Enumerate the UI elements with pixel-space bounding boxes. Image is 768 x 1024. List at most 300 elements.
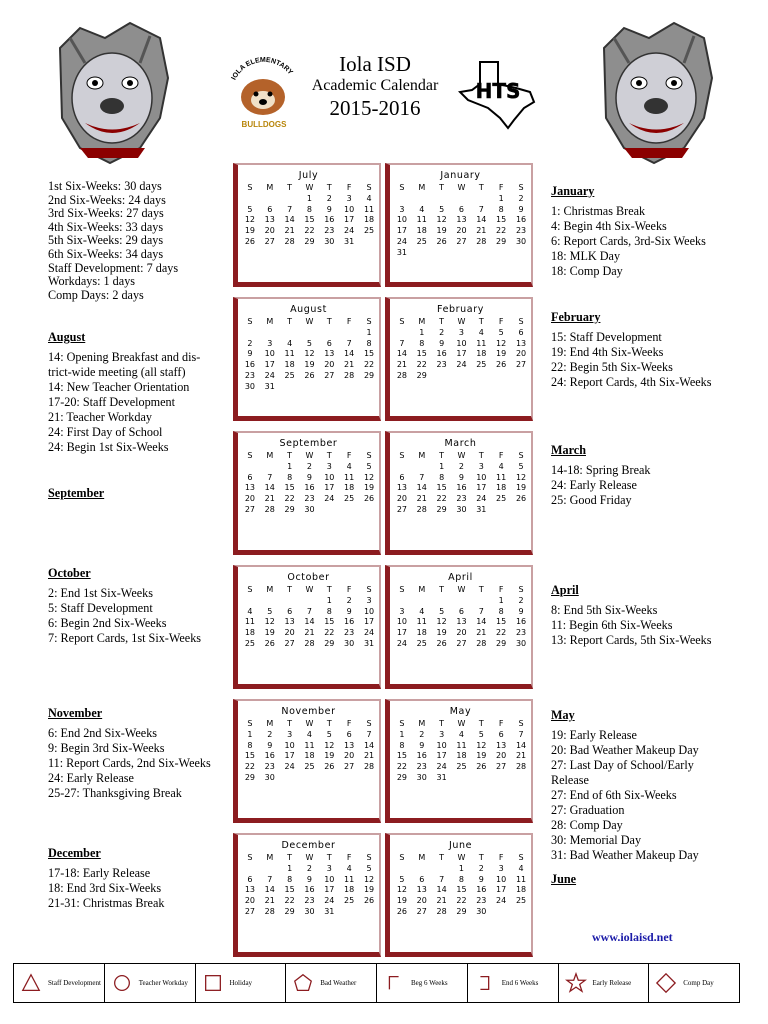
calendar-day: 11: [344, 472, 355, 482]
calendar-day: 13: [456, 617, 467, 627]
calendar-empty-cell: [452, 248, 472, 259]
calendar-month-name: March: [444, 438, 477, 449]
calendar-empty-cell: [491, 505, 511, 516]
calendar-july: [233, 163, 381, 287]
calendar-empty-cell: [240, 194, 260, 205]
calendar-empty-cell: [300, 382, 320, 393]
calendar-empty-cell: [260, 462, 280, 473]
calendar-day: 19: [496, 349, 507, 359]
calendar-empty-cell: [339, 918, 359, 929]
calendar-day: 1: [326, 595, 332, 605]
calendar-day: 9: [267, 740, 273, 750]
calendar-day: 7: [478, 204, 484, 214]
calendar-empty-cell: [319, 918, 339, 929]
calendar-day: 17: [456, 349, 467, 359]
note-item: 24: Report Cards, 4th Six-Weeks: [551, 375, 712, 389]
calendar-day: 4: [478, 327, 484, 337]
calendar-day: 23: [456, 494, 467, 504]
calendar-day: 16: [416, 751, 427, 761]
calendar-empty-cell: [339, 328, 359, 339]
calendar-day: 30: [515, 236, 527, 246]
stat-line: 3rd Six-Weeks: 27 days: [48, 206, 164, 221]
calendar-day: 9: [306, 874, 312, 884]
calendar-day: 2: [247, 338, 253, 348]
weekday-letter: T: [287, 719, 293, 728]
school-logo-bottom-text: BULLDOGS: [241, 120, 287, 129]
calendar-day: 29: [304, 236, 315, 246]
calendar-empty-cell: [260, 596, 280, 607]
calendar-month-name: August: [290, 304, 327, 315]
calendar-empty-cell: [412, 596, 432, 607]
stat-line: 4th Six-Weeks: 33 days: [48, 219, 164, 234]
calendar-day: 5: [478, 729, 484, 739]
calendar-day: 25: [416, 236, 427, 246]
calendar-empty-cell: [280, 596, 300, 607]
calendar-day: 9: [306, 472, 312, 482]
calendar-empty-cell: [240, 248, 260, 259]
note-item: 25: Good Friday: [551, 493, 632, 507]
calendar-day: 31: [436, 772, 447, 782]
calendar-empty-cell: [300, 328, 320, 339]
calendar-day: 8: [287, 472, 293, 482]
note-item: 30: Memorial Day: [551, 833, 642, 847]
calendar-day: 22: [324, 628, 335, 638]
calendar-empty-cell: [491, 516, 511, 527]
calendar-empty-cell: [432, 382, 452, 393]
calendar-day: 7: [399, 338, 405, 348]
calendar-day: 19: [396, 896, 408, 906]
calendar-day: 28: [436, 906, 447, 916]
calendar-day: 14: [476, 215, 487, 225]
calendar-day: 6: [518, 327, 524, 337]
note-item: Release: [551, 773, 589, 787]
calendar-day: 4: [518, 863, 524, 873]
calendar-day: 13: [344, 740, 355, 750]
weekday-letter: S: [366, 585, 372, 594]
note-item: 11: Report Cards, 2nd Six-Weeks: [48, 756, 211, 770]
calendar-empty-cell: [339, 516, 359, 527]
circle-icon: [111, 972, 133, 994]
weekday-letter: T: [326, 317, 332, 326]
calendar-day: 7: [439, 874, 445, 884]
calendar-day: 22: [244, 762, 256, 772]
calendar-day: 28: [284, 236, 295, 246]
calendar-day: 26: [324, 762, 335, 772]
calendar-day: 29: [496, 638, 507, 648]
stat-line: 1st Six-Weeks: 30 days: [48, 179, 162, 193]
calendar-empty-cell: [392, 382, 412, 393]
calendar-day: 11: [416, 617, 427, 627]
calendar-empty-cell: [491, 371, 511, 382]
calendar-day: 16: [324, 215, 335, 225]
weekday-letter: W: [457, 451, 466, 460]
weekday-letter: W: [305, 719, 314, 728]
weekday-letter: M: [266, 451, 274, 460]
weekday-letter: W: [457, 317, 466, 326]
calendar-empty-cell: [339, 650, 359, 661]
stat-line: Staff Development: 7 days: [48, 260, 179, 275]
calendar-subtitle: Academic Calendar: [311, 77, 439, 94]
month-heading: September: [48, 486, 105, 500]
weekday-letter: S: [399, 585, 405, 594]
calendar-day: 19: [515, 483, 527, 493]
calendar-empty-cell: [471, 248, 491, 259]
calendar-day: 13: [244, 885, 256, 895]
legend: [13, 963, 740, 1003]
calendar-empty-cell: [452, 918, 472, 929]
calendar-empty-cell: [491, 650, 511, 661]
calendar-day: 22: [496, 628, 507, 638]
weekday-letter: S: [247, 451, 253, 460]
calendar-day: 11: [304, 740, 315, 750]
calendar-day: 7: [478, 606, 484, 616]
calendar-day: 27: [496, 762, 507, 772]
calendar-day: 13: [324, 349, 335, 359]
note-item: trict-wide meeting (all staff): [48, 365, 186, 379]
calendar-day: 6: [267, 204, 273, 214]
calendar-empty-cell: [511, 918, 531, 929]
calendar-empty-cell: [511, 382, 531, 393]
calendar-day: 29: [496, 236, 507, 246]
weekday-letter: T: [326, 853, 332, 862]
calendar-empty-cell: [260, 516, 280, 527]
calendar-day: 28: [515, 762, 527, 772]
calendar-day: 1: [399, 729, 405, 739]
weekday-letter: T: [287, 183, 293, 192]
calendar-day: 25: [344, 896, 355, 906]
calendar-empty-cell: [300, 918, 320, 929]
weekday-letter: S: [518, 853, 524, 862]
triangle-icon: [20, 972, 42, 994]
calendar-day: 11: [476, 338, 487, 348]
calendar-empty-cell: [392, 462, 412, 473]
calendar-day: 12: [476, 740, 487, 750]
calendar-empty-cell: [511, 784, 531, 795]
calendar-empty-cell: [432, 516, 452, 527]
note-item: 24: Early Release: [48, 771, 134, 785]
weekday-letter: F: [346, 451, 352, 460]
calendar-day: 21: [436, 896, 447, 906]
calendar-day: 27: [244, 906, 256, 916]
note-item: 31: Bad Weather Makeup Day: [551, 848, 699, 862]
calendar-empty-cell: [412, 918, 432, 929]
calendar-day: 24: [456, 360, 467, 370]
calendar-day: 2: [458, 461, 464, 471]
calendar-day: 2: [518, 193, 524, 203]
calendar-day: 9: [439, 338, 445, 348]
calendar-day: 11: [244, 617, 256, 627]
calendar-day: 7: [306, 606, 312, 616]
calendar-day: 3: [439, 729, 445, 739]
weekday-letter: S: [366, 183, 372, 192]
weekday-letter: S: [399, 451, 405, 460]
calendar-february: [385, 297, 533, 421]
calendar-day: 14: [515, 740, 527, 750]
calendar-day: 8: [498, 204, 504, 214]
notes-january: [551, 184, 706, 279]
calendar-day: 31: [476, 504, 487, 514]
calendar-day: 30: [344, 638, 355, 648]
weekday-letter: F: [498, 317, 504, 326]
note-item: 22: Begin 5th Six-Weeks: [551, 360, 673, 374]
calendar-day: 14: [396, 349, 408, 359]
calendar-day: 18: [515, 885, 527, 895]
calendar-day: 24: [264, 370, 275, 380]
weekday-letter: M: [266, 853, 274, 862]
calendar-day: 15: [436, 483, 447, 493]
weekday-letter: W: [305, 853, 314, 862]
calendar-empty-cell: [452, 382, 472, 393]
calendar-day: 6: [458, 204, 464, 214]
calendar-day: 24: [284, 762, 295, 772]
calendar-empty-cell: [511, 907, 531, 918]
weekday-letter: S: [366, 719, 372, 728]
weekday-letter: W: [305, 585, 314, 594]
calendar-day: 5: [366, 461, 372, 471]
calendar-empty-cell: [452, 371, 472, 382]
calendar-day: 10: [456, 338, 467, 348]
calendar-day: 29: [284, 504, 295, 514]
calendar-day: 16: [436, 349, 447, 359]
calendar-day: 18: [496, 483, 507, 493]
calendar-day: 9: [419, 740, 425, 750]
calendar-day: 30: [416, 772, 427, 782]
calendar-day: 17: [436, 751, 447, 761]
month-heading: June: [551, 872, 577, 886]
square-icon: [202, 972, 224, 994]
calendar-empty-cell: [359, 773, 379, 784]
calendar-day: 6: [346, 729, 352, 739]
calendar-day: 16: [244, 360, 256, 370]
calendar-day: 25: [284, 370, 295, 380]
calendar-day: 28: [363, 762, 375, 772]
legend-label: Bad Weather: [320, 979, 357, 987]
calendar-empty-cell: [392, 596, 412, 607]
calendar-day: 12: [264, 617, 275, 627]
note-item: 28: Comp Day: [551, 818, 623, 832]
calendar-day: 15: [396, 751, 408, 761]
calendar-day: 1: [306, 193, 312, 203]
calendar-day: 9: [346, 606, 352, 616]
calendar-day: 4: [419, 204, 425, 214]
calendar-day: 17: [264, 360, 275, 370]
website-link[interactable]: www.iolaisd.net: [592, 930, 673, 944]
calendar-day: 15: [284, 885, 295, 895]
calendar-day: 11: [344, 874, 355, 884]
weekday-letter: S: [247, 317, 253, 326]
calendar-day: 14: [436, 885, 447, 895]
calendar-day: 4: [458, 729, 464, 739]
calendar-empty-cell: [491, 907, 511, 918]
calendar-empty-cell: [412, 462, 432, 473]
calendar-day: 29: [436, 504, 447, 514]
calendar-day: 19: [363, 483, 375, 493]
note-item: 14-18: Spring Break: [551, 463, 651, 477]
calendar-day: 15: [244, 751, 256, 761]
calendar-day: 26: [436, 236, 447, 246]
calendar-day: 4: [247, 606, 253, 616]
calendar-empty-cell: [491, 382, 511, 393]
calendar-day: 6: [247, 472, 253, 482]
calendar-empty-cell: [392, 650, 412, 661]
calendar-day: 17: [324, 483, 335, 493]
calendar-may: [385, 699, 533, 823]
calendar-day: 5: [439, 606, 445, 616]
month-heading: October: [48, 566, 91, 580]
calendar-day: 22: [284, 494, 295, 504]
weekday-letter: T: [326, 585, 332, 594]
calendar-april: [385, 565, 533, 689]
month-heading: December: [48, 846, 101, 860]
calendar-day: 15: [284, 483, 295, 493]
calendar-day: 19: [476, 751, 487, 761]
calendar-empty-cell: [491, 918, 511, 929]
calendar-day: 6: [326, 338, 332, 348]
calendar-day: 11: [456, 740, 467, 750]
calendar-day: 2: [439, 327, 445, 337]
calendar-day: 8: [439, 472, 445, 482]
calendar-empty-cell: [392, 784, 412, 795]
calendar-day: 13: [515, 338, 527, 348]
calendar-august: [233, 297, 381, 421]
calendar-day: 15: [496, 617, 507, 627]
calendar-day: 11: [284, 349, 295, 359]
pentagon-icon: [292, 972, 314, 994]
calendar-day: 18: [344, 483, 355, 493]
calendar-day: 29: [244, 772, 256, 782]
calendar-day: 30: [304, 906, 315, 916]
calendar-day: 7: [518, 729, 524, 739]
calendar-day: 11: [515, 874, 527, 884]
note-item: 6: End 2nd Six-Weeks: [48, 726, 158, 740]
calendar-day: 24: [344, 226, 355, 236]
note-item: 18: End 3rd Six-Weeks: [48, 881, 162, 895]
notes-march: [551, 443, 651, 508]
calendar-day: 31: [264, 381, 275, 391]
calendar-june: [385, 833, 533, 957]
calendar-empty-cell: [412, 516, 432, 527]
calendar-day: 17: [496, 885, 507, 895]
calendar-empty-cell: [240, 516, 260, 527]
calendar-day: 3: [287, 729, 293, 739]
calendar-day: 29: [396, 772, 408, 782]
calendar-empty-cell: [471, 194, 491, 205]
weekday-letter: F: [498, 719, 504, 728]
calendar-day: 6: [247, 874, 253, 884]
legend-label: End 6 Weeks: [501, 979, 539, 987]
calendar-empty-cell: [471, 784, 491, 795]
calendar-day: 9: [326, 204, 332, 214]
calendar-month-name: May: [449, 706, 472, 717]
calendar-day: 31: [363, 638, 375, 648]
calendar-day: 12: [324, 740, 335, 750]
calendar-day: 9: [247, 349, 253, 359]
calendar-day: 22: [436, 494, 447, 504]
calendar-september: [233, 431, 381, 555]
note-item: 6: Begin 2nd Six-Weeks: [48, 616, 167, 630]
calendar-day: 14: [284, 215, 295, 225]
weekday-letter: T: [287, 451, 293, 460]
calendar-day: 13: [416, 885, 427, 895]
calendar-day: 30: [324, 236, 335, 246]
weekday-letter: M: [418, 719, 426, 728]
calendar-empty-cell: [392, 328, 412, 339]
calendar-empty-cell: [359, 237, 379, 248]
calendar-day: 21: [363, 751, 375, 761]
calendar-day: 11: [363, 204, 375, 214]
calendar-day: 15: [324, 617, 335, 627]
calendar-empty-cell: [412, 194, 432, 205]
calendar-day: 30: [264, 772, 275, 782]
weekday-letter: T: [478, 853, 484, 862]
calendar-day: 1: [498, 595, 504, 605]
calendar-day: 12: [515, 472, 527, 482]
calendar-day: 2: [326, 193, 332, 203]
calendar-day: 4: [346, 461, 352, 471]
weekday-letter: T: [478, 317, 484, 326]
weekday-letter: T: [287, 585, 293, 594]
diamond-icon: [655, 972, 677, 994]
weekday-letter: M: [418, 317, 426, 326]
month-heading: March: [551, 443, 586, 457]
calendar-empty-cell: [412, 248, 432, 259]
calendar-day: 3: [399, 204, 405, 214]
calendar-day: 30: [456, 504, 467, 514]
calendar-day: 29: [284, 906, 295, 916]
calendar-empty-cell: [392, 864, 412, 875]
calendar-day: 19: [363, 885, 375, 895]
calendar-day: 6: [458, 606, 464, 616]
calendar-day: 14: [344, 349, 355, 359]
notes-december: [48, 846, 164, 911]
calendar-day: 18: [363, 215, 375, 225]
calendar-day: 6: [419, 874, 425, 884]
calendar-day: 30: [476, 906, 487, 916]
weekday-letter: M: [418, 451, 426, 460]
calendar-day: 23: [515, 628, 527, 638]
calendar-day: 5: [366, 863, 372, 873]
calendar-day: 19: [436, 628, 447, 638]
calendar-empty-cell: [359, 382, 379, 393]
calendar-day: 24: [496, 896, 507, 906]
note-item: 2: End 1st Six-Weeks: [48, 586, 153, 600]
month-heading: November: [48, 706, 103, 720]
calendar-day: 18: [456, 751, 467, 761]
calendar-empty-cell: [471, 382, 491, 393]
calendar-empty-cell: [471, 650, 491, 661]
calendar-empty-cell: [511, 773, 531, 784]
calendar-day: 14: [416, 483, 427, 493]
calendar-day: 2: [478, 863, 484, 873]
note-item: 13: Report Cards, 5th Six-Weeks: [551, 633, 712, 647]
legend-label: Comp Day: [683, 979, 714, 987]
legend-item-diamond: [649, 964, 739, 1002]
calendar-empty-cell: [432, 596, 452, 607]
calendar-day: 26: [363, 494, 375, 504]
calendar-day: 9: [458, 472, 464, 482]
calendar-day: 21: [476, 628, 487, 638]
weekday-letter: S: [518, 317, 524, 326]
calendar-day: 21: [304, 628, 315, 638]
legend-item-square: [196, 964, 287, 1002]
calendar-day: 26: [436, 638, 447, 648]
calendar-month-name: April: [448, 572, 473, 583]
calendar-empty-cell: [359, 784, 379, 795]
notes-june: [551, 872, 576, 892]
note-item: 17-20: Staff Development: [48, 395, 176, 409]
calendar-empty-cell: [240, 864, 260, 875]
calendar-day: 12: [496, 338, 507, 348]
